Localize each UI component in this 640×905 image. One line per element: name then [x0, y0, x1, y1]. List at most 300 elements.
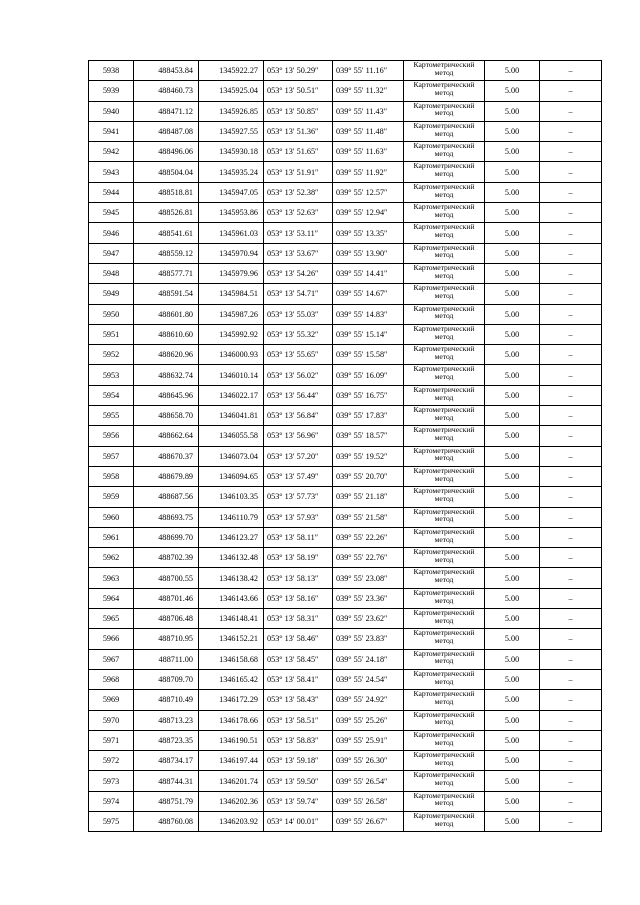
note-cell: –	[540, 61, 602, 81]
y-coordinate-cell: 1346202.36	[199, 791, 264, 811]
accuracy-cell: 5.00	[485, 426, 540, 446]
accuracy-cell: 5.00	[485, 690, 540, 710]
method-cell: Картометрический метод	[404, 304, 485, 324]
note-cell: –	[540, 751, 602, 771]
method-cell: Картометрический метод	[404, 142, 485, 162]
latitude-cell: 053° 13′ 57.73″	[264, 487, 333, 507]
x-coordinate-cell: 488713.23	[134, 710, 199, 730]
point-number-cell: 5943	[89, 162, 134, 182]
point-number-cell: 5951	[89, 324, 134, 344]
method-cell: Картометрический метод	[404, 101, 485, 121]
note-cell: –	[540, 162, 602, 182]
longitude-cell: 039° 55′ 17.83″	[333, 406, 404, 426]
accuracy-cell: 5.00	[485, 548, 540, 568]
table-row	[89, 81, 602, 101]
point-number-cell: 5973	[89, 771, 134, 791]
latitude-cell: 053° 13′ 58.46″	[264, 629, 333, 649]
longitude-cell: 039° 55′ 16.09″	[333, 365, 404, 385]
accuracy-cell: 5.00	[485, 466, 540, 486]
latitude-cell: 053° 13′ 58.11″	[264, 527, 333, 547]
point-number-cell: 5966	[89, 629, 134, 649]
y-coordinate-cell: 1345926.85	[199, 101, 264, 121]
point-number-cell: 5967	[89, 649, 134, 669]
accuracy-cell: 5.00	[485, 406, 540, 426]
point-number-cell: 5955	[89, 406, 134, 426]
y-coordinate-cell: 1346103.35	[199, 487, 264, 507]
longitude-cell: 039° 55′ 26.58″	[333, 791, 404, 811]
note-cell: –	[540, 385, 602, 405]
method-cell: Картометрический метод	[404, 243, 485, 263]
point-number-cell: 5953	[89, 365, 134, 385]
longitude-cell: 039° 55′ 26.30″	[333, 751, 404, 771]
table-row	[89, 771, 602, 791]
note-cell: –	[540, 649, 602, 669]
x-coordinate-cell: 488709.70	[134, 669, 199, 689]
longitude-cell: 039° 55′ 25.26″	[333, 710, 404, 730]
note-cell: –	[540, 568, 602, 588]
point-number-cell: 5961	[89, 527, 134, 547]
table-row	[89, 609, 602, 629]
x-coordinate-cell: 488541.61	[134, 223, 199, 243]
x-coordinate-cell: 488699.70	[134, 527, 199, 547]
table-row	[89, 182, 602, 202]
accuracy-cell: 5.00	[485, 446, 540, 466]
point-number-cell: 5947	[89, 243, 134, 263]
accuracy-cell: 5.00	[485, 811, 540, 831]
accuracy-cell: 5.00	[485, 61, 540, 81]
x-coordinate-cell: 488760.08	[134, 811, 199, 831]
y-coordinate-cell: 1345925.04	[199, 81, 264, 101]
y-coordinate-cell: 1345961.03	[199, 223, 264, 243]
method-cell: Картометрический метод	[404, 182, 485, 202]
x-coordinate-cell: 488693.75	[134, 507, 199, 527]
longitude-cell: 039° 55′ 23.83″	[333, 629, 404, 649]
point-number-cell: 5954	[89, 385, 134, 405]
y-coordinate-cell: 1346094.65	[199, 466, 264, 486]
latitude-cell: 053° 13′ 58.41″	[264, 669, 333, 689]
x-coordinate-cell: 488526.81	[134, 203, 199, 223]
method-cell: Картометрический метод	[404, 588, 485, 608]
note-cell: –	[540, 791, 602, 811]
accuracy-cell: 5.00	[485, 487, 540, 507]
table-row	[89, 263, 602, 283]
table-row	[89, 324, 602, 344]
longitude-cell: 039° 55′ 23.62″	[333, 609, 404, 629]
longitude-cell: 039° 55′ 11.48″	[333, 121, 404, 141]
longitude-cell: 039° 55′ 13.90″	[333, 243, 404, 263]
y-coordinate-cell: 1345927.55	[199, 121, 264, 141]
note-cell: –	[540, 588, 602, 608]
latitude-cell: 053° 13′ 52.63″	[264, 203, 333, 223]
point-number-cell: 5948	[89, 263, 134, 283]
accuracy-cell: 5.00	[485, 507, 540, 527]
accuracy-cell: 5.00	[485, 527, 540, 547]
y-coordinate-cell: 1346190.51	[199, 730, 264, 750]
table-row	[89, 406, 602, 426]
accuracy-cell: 5.00	[485, 304, 540, 324]
note-cell: –	[540, 548, 602, 568]
x-coordinate-cell: 488453.84	[134, 61, 199, 81]
method-cell: Картометрический метод	[404, 548, 485, 568]
method-cell: Картометрический метод	[404, 791, 485, 811]
note-cell: –	[540, 507, 602, 527]
note-cell: –	[540, 466, 602, 486]
note-cell: –	[540, 730, 602, 750]
latitude-cell: 053° 13′ 58.13″	[264, 568, 333, 588]
method-cell: Картометрический метод	[404, 507, 485, 527]
y-coordinate-cell: 1346201.74	[199, 771, 264, 791]
y-coordinate-cell: 1346123.27	[199, 527, 264, 547]
point-number-cell: 5942	[89, 142, 134, 162]
table-row	[89, 588, 602, 608]
latitude-cell: 053° 13′ 57.93″	[264, 507, 333, 527]
y-coordinate-cell: 1346148.41	[199, 609, 264, 629]
y-coordinate-cell: 1346000.93	[199, 345, 264, 365]
point-number-cell: 5959	[89, 487, 134, 507]
longitude-cell: 039° 55′ 11.16″	[333, 61, 404, 81]
accuracy-cell: 5.00	[485, 730, 540, 750]
table-row	[89, 385, 602, 405]
point-number-cell: 5957	[89, 446, 134, 466]
accuracy-cell: 5.00	[485, 568, 540, 588]
point-number-cell: 5938	[89, 61, 134, 81]
longitude-cell: 039° 55′ 26.54″	[333, 771, 404, 791]
note-cell: –	[540, 669, 602, 689]
x-coordinate-cell: 488679.89	[134, 466, 199, 486]
table-row	[89, 811, 602, 831]
y-coordinate-cell: 1346055.58	[199, 426, 264, 446]
accuracy-cell: 5.00	[485, 385, 540, 405]
y-coordinate-cell: 1346022.17	[199, 385, 264, 405]
method-cell: Картометрический метод	[404, 81, 485, 101]
x-coordinate-cell: 488700.55	[134, 568, 199, 588]
note-cell: –	[540, 771, 602, 791]
accuracy-cell: 5.00	[485, 669, 540, 689]
longitude-cell: 039° 55′ 11.92″	[333, 162, 404, 182]
x-coordinate-cell: 488706.48	[134, 609, 199, 629]
latitude-cell: 053° 13′ 55.32″	[264, 324, 333, 344]
latitude-cell: 053° 13′ 59.74″	[264, 791, 333, 811]
x-coordinate-cell: 488710.95	[134, 629, 199, 649]
table-row	[89, 690, 602, 710]
x-coordinate-cell: 488711.00	[134, 649, 199, 669]
x-coordinate-cell: 488460.73	[134, 81, 199, 101]
accuracy-cell: 5.00	[485, 324, 540, 344]
table-row	[89, 669, 602, 689]
longitude-cell: 039° 55′ 14.67″	[333, 284, 404, 304]
longitude-cell: 039° 55′ 20.70″	[333, 466, 404, 486]
method-cell: Картометрический метод	[404, 466, 485, 486]
latitude-cell: 053° 13′ 57.49″	[264, 466, 333, 486]
point-number-cell: 5963	[89, 568, 134, 588]
accuracy-cell: 5.00	[485, 588, 540, 608]
table-row	[89, 365, 602, 385]
longitude-cell: 039° 55′ 16.75″	[333, 385, 404, 405]
x-coordinate-cell: 488504.04	[134, 162, 199, 182]
method-cell: Картометрический метод	[404, 710, 485, 730]
coordinates-table	[88, 60, 602, 832]
longitude-cell: 039° 55′ 24.92″	[333, 690, 404, 710]
method-cell: Картометрический метод	[404, 649, 485, 669]
latitude-cell: 053° 13′ 50.85″	[264, 101, 333, 121]
longitude-cell: 039° 55′ 14.41″	[333, 263, 404, 283]
longitude-cell: 039° 55′ 24.54″	[333, 669, 404, 689]
table-row	[89, 61, 602, 81]
longitude-cell: 039° 55′ 19.52″	[333, 446, 404, 466]
latitude-cell: 053° 13′ 58.31″	[264, 609, 333, 629]
longitude-cell: 039° 55′ 22.76″	[333, 548, 404, 568]
accuracy-cell: 5.00	[485, 81, 540, 101]
latitude-cell: 053° 13′ 51.36″	[264, 121, 333, 141]
point-number-cell: 5964	[89, 588, 134, 608]
accuracy-cell: 5.00	[485, 771, 540, 791]
y-coordinate-cell: 1346165.42	[199, 669, 264, 689]
y-coordinate-cell: 1345987.26	[199, 304, 264, 324]
latitude-cell: 053° 13′ 56.44″	[264, 385, 333, 405]
x-coordinate-cell: 488610.60	[134, 324, 199, 344]
table-row	[89, 710, 602, 730]
longitude-cell: 039° 55′ 15.14″	[333, 324, 404, 344]
accuracy-cell: 5.00	[485, 182, 540, 202]
method-cell: Картометрический метод	[404, 324, 485, 344]
note-cell: –	[540, 446, 602, 466]
method-cell: Картометрический метод	[404, 345, 485, 365]
accuracy-cell: 5.00	[485, 162, 540, 182]
note-cell: –	[540, 81, 602, 101]
accuracy-cell: 5.00	[485, 751, 540, 771]
table-row	[89, 446, 602, 466]
y-coordinate-cell: 1345992.92	[199, 324, 264, 344]
accuracy-cell: 5.00	[485, 101, 540, 121]
latitude-cell: 053° 13′ 59.50″	[264, 771, 333, 791]
accuracy-cell: 5.00	[485, 121, 540, 141]
latitude-cell: 053° 13′ 58.43″	[264, 690, 333, 710]
point-number-cell: 5939	[89, 81, 134, 101]
y-coordinate-cell: 1346041.81	[199, 406, 264, 426]
method-cell: Картометрический метод	[404, 121, 485, 141]
point-number-cell: 5974	[89, 791, 134, 811]
note-cell: –	[540, 182, 602, 202]
note-cell: –	[540, 284, 602, 304]
point-number-cell: 5946	[89, 223, 134, 243]
longitude-cell: 039° 55′ 11.32″	[333, 81, 404, 101]
accuracy-cell: 5.00	[485, 609, 540, 629]
point-number-cell: 5968	[89, 669, 134, 689]
y-coordinate-cell: 1346138.42	[199, 568, 264, 588]
table-row	[89, 649, 602, 669]
longitude-cell: 039° 55′ 26.67″	[333, 811, 404, 831]
table-row	[89, 730, 602, 750]
method-cell: Картометрический метод	[404, 771, 485, 791]
point-number-cell: 5940	[89, 101, 134, 121]
x-coordinate-cell: 488670.37	[134, 446, 199, 466]
table-row	[89, 223, 602, 243]
note-cell: –	[540, 304, 602, 324]
y-coordinate-cell: 1346110.79	[199, 507, 264, 527]
point-number-cell: 5970	[89, 710, 134, 730]
table-row	[89, 466, 602, 486]
latitude-cell: 053° 14′ 00.01″	[264, 811, 333, 831]
table-row	[89, 142, 602, 162]
point-number-cell: 5962	[89, 548, 134, 568]
latitude-cell: 053° 13′ 50.51″	[264, 81, 333, 101]
y-coordinate-cell: 1345979.96	[199, 263, 264, 283]
longitude-cell: 039° 55′ 11.43″	[333, 101, 404, 121]
latitude-cell: 053° 13′ 56.84″	[264, 406, 333, 426]
document-page	[88, 60, 601, 832]
point-number-cell: 5949	[89, 284, 134, 304]
latitude-cell: 053° 13′ 53.67″	[264, 243, 333, 263]
method-cell: Картометрический метод	[404, 284, 485, 304]
method-cell: Картометрический метод	[404, 669, 485, 689]
note-cell: –	[540, 609, 602, 629]
longitude-cell: 039° 55′ 24.18″	[333, 649, 404, 669]
accuracy-cell: 5.00	[485, 649, 540, 669]
note-cell: –	[540, 101, 602, 121]
method-cell: Картометрический метод	[404, 426, 485, 446]
x-coordinate-cell: 488471.12	[134, 101, 199, 121]
method-cell: Картометрический метод	[404, 365, 485, 385]
method-cell: Картометрический метод	[404, 223, 485, 243]
y-coordinate-cell: 1346132.48	[199, 548, 264, 568]
x-coordinate-cell: 488577.71	[134, 263, 199, 283]
method-cell: Картометрический метод	[404, 385, 485, 405]
point-number-cell: 5971	[89, 730, 134, 750]
method-cell: Картометрический метод	[404, 527, 485, 547]
coordinates-table-body	[89, 61, 602, 832]
latitude-cell: 053° 13′ 59.18″	[264, 751, 333, 771]
x-coordinate-cell: 488645.96	[134, 385, 199, 405]
method-cell: Картометрический метод	[404, 406, 485, 426]
method-cell: Картометрический метод	[404, 690, 485, 710]
note-cell: –	[540, 223, 602, 243]
method-cell: Картометрический метод	[404, 487, 485, 507]
latitude-cell: 053° 13′ 54.26″	[264, 263, 333, 283]
table-row	[89, 791, 602, 811]
table-row	[89, 507, 602, 527]
note-cell: –	[540, 487, 602, 507]
table-row	[89, 426, 602, 446]
x-coordinate-cell: 488687.56	[134, 487, 199, 507]
x-coordinate-cell: 488487.08	[134, 121, 199, 141]
point-number-cell: 5941	[89, 121, 134, 141]
y-coordinate-cell: 1346152.21	[199, 629, 264, 649]
note-cell: –	[540, 142, 602, 162]
longitude-cell: 039° 55′ 25.91″	[333, 730, 404, 750]
point-number-cell: 5945	[89, 203, 134, 223]
x-coordinate-cell: 488658.70	[134, 406, 199, 426]
y-coordinate-cell: 1346010.14	[199, 365, 264, 385]
table-row	[89, 629, 602, 649]
x-coordinate-cell: 488518.81	[134, 182, 199, 202]
x-coordinate-cell: 488710.49	[134, 690, 199, 710]
latitude-cell: 053° 13′ 56.96″	[264, 426, 333, 446]
method-cell: Картометрический метод	[404, 446, 485, 466]
accuracy-cell: 5.00	[485, 142, 540, 162]
note-cell: –	[540, 121, 602, 141]
note-cell: –	[540, 710, 602, 730]
method-cell: Картометрический метод	[404, 203, 485, 223]
table-row	[89, 751, 602, 771]
longitude-cell: 039° 55′ 14.83″	[333, 304, 404, 324]
y-coordinate-cell: 1346178.66	[199, 710, 264, 730]
method-cell: Картометрический метод	[404, 730, 485, 750]
latitude-cell: 053° 13′ 58.19″	[264, 548, 333, 568]
latitude-cell: 053° 13′ 53.11″	[264, 223, 333, 243]
note-cell: –	[540, 324, 602, 344]
note-cell: –	[540, 263, 602, 283]
point-number-cell: 5952	[89, 345, 134, 365]
y-coordinate-cell: 1345953.86	[199, 203, 264, 223]
longitude-cell: 039° 55′ 22.26″	[333, 527, 404, 547]
accuracy-cell: 5.00	[485, 263, 540, 283]
accuracy-cell: 5.00	[485, 243, 540, 263]
latitude-cell: 053° 13′ 52.38″	[264, 182, 333, 202]
x-coordinate-cell: 488701.46	[134, 588, 199, 608]
table-row	[89, 527, 602, 547]
longitude-cell: 039° 55′ 21.18″	[333, 487, 404, 507]
x-coordinate-cell: 488744.31	[134, 771, 199, 791]
table-row	[89, 284, 602, 304]
table-row	[89, 203, 602, 223]
y-coordinate-cell: 1345930.18	[199, 142, 264, 162]
y-coordinate-cell: 1345984.51	[199, 284, 264, 304]
y-coordinate-cell: 1345922.27	[199, 61, 264, 81]
y-coordinate-cell: 1346197.44	[199, 751, 264, 771]
point-number-cell: 5960	[89, 507, 134, 527]
accuracy-cell: 5.00	[485, 223, 540, 243]
y-coordinate-cell: 1345935.24	[199, 162, 264, 182]
accuracy-cell: 5.00	[485, 284, 540, 304]
table-row	[89, 121, 602, 141]
accuracy-cell: 5.00	[485, 791, 540, 811]
latitude-cell: 053° 13′ 58.83″	[264, 730, 333, 750]
latitude-cell: 053° 13′ 55.65″	[264, 345, 333, 365]
method-cell: Картометрический метод	[404, 811, 485, 831]
table-row	[89, 243, 602, 263]
point-number-cell: 5950	[89, 304, 134, 324]
accuracy-cell: 5.00	[485, 365, 540, 385]
table-row	[89, 487, 602, 507]
method-cell: Картометрический метод	[404, 568, 485, 588]
point-number-cell: 5975	[89, 811, 134, 831]
x-coordinate-cell: 488601.80	[134, 304, 199, 324]
latitude-cell: 053° 13′ 58.45″	[264, 649, 333, 669]
point-number-cell: 5969	[89, 690, 134, 710]
point-number-cell: 5972	[89, 751, 134, 771]
accuracy-cell: 5.00	[485, 629, 540, 649]
table-row	[89, 101, 602, 121]
table-row	[89, 345, 602, 365]
note-cell: –	[540, 629, 602, 649]
note-cell: –	[540, 203, 602, 223]
method-cell: Картометрический метод	[404, 162, 485, 182]
x-coordinate-cell: 488559.12	[134, 243, 199, 263]
latitude-cell: 053° 13′ 51.91″	[264, 162, 333, 182]
accuracy-cell: 5.00	[485, 345, 540, 365]
x-coordinate-cell: 488496.06	[134, 142, 199, 162]
method-cell: Картометрический метод	[404, 61, 485, 81]
x-coordinate-cell: 488723.35	[134, 730, 199, 750]
note-cell: –	[540, 406, 602, 426]
longitude-cell: 039° 55′ 18.57″	[333, 426, 404, 446]
note-cell: –	[540, 527, 602, 547]
note-cell: –	[540, 243, 602, 263]
x-coordinate-cell: 488662.64	[134, 426, 199, 446]
x-coordinate-cell: 488702.39	[134, 548, 199, 568]
latitude-cell: 053° 13′ 50.29″	[264, 61, 333, 81]
longitude-cell: 039° 55′ 13.35″	[333, 223, 404, 243]
